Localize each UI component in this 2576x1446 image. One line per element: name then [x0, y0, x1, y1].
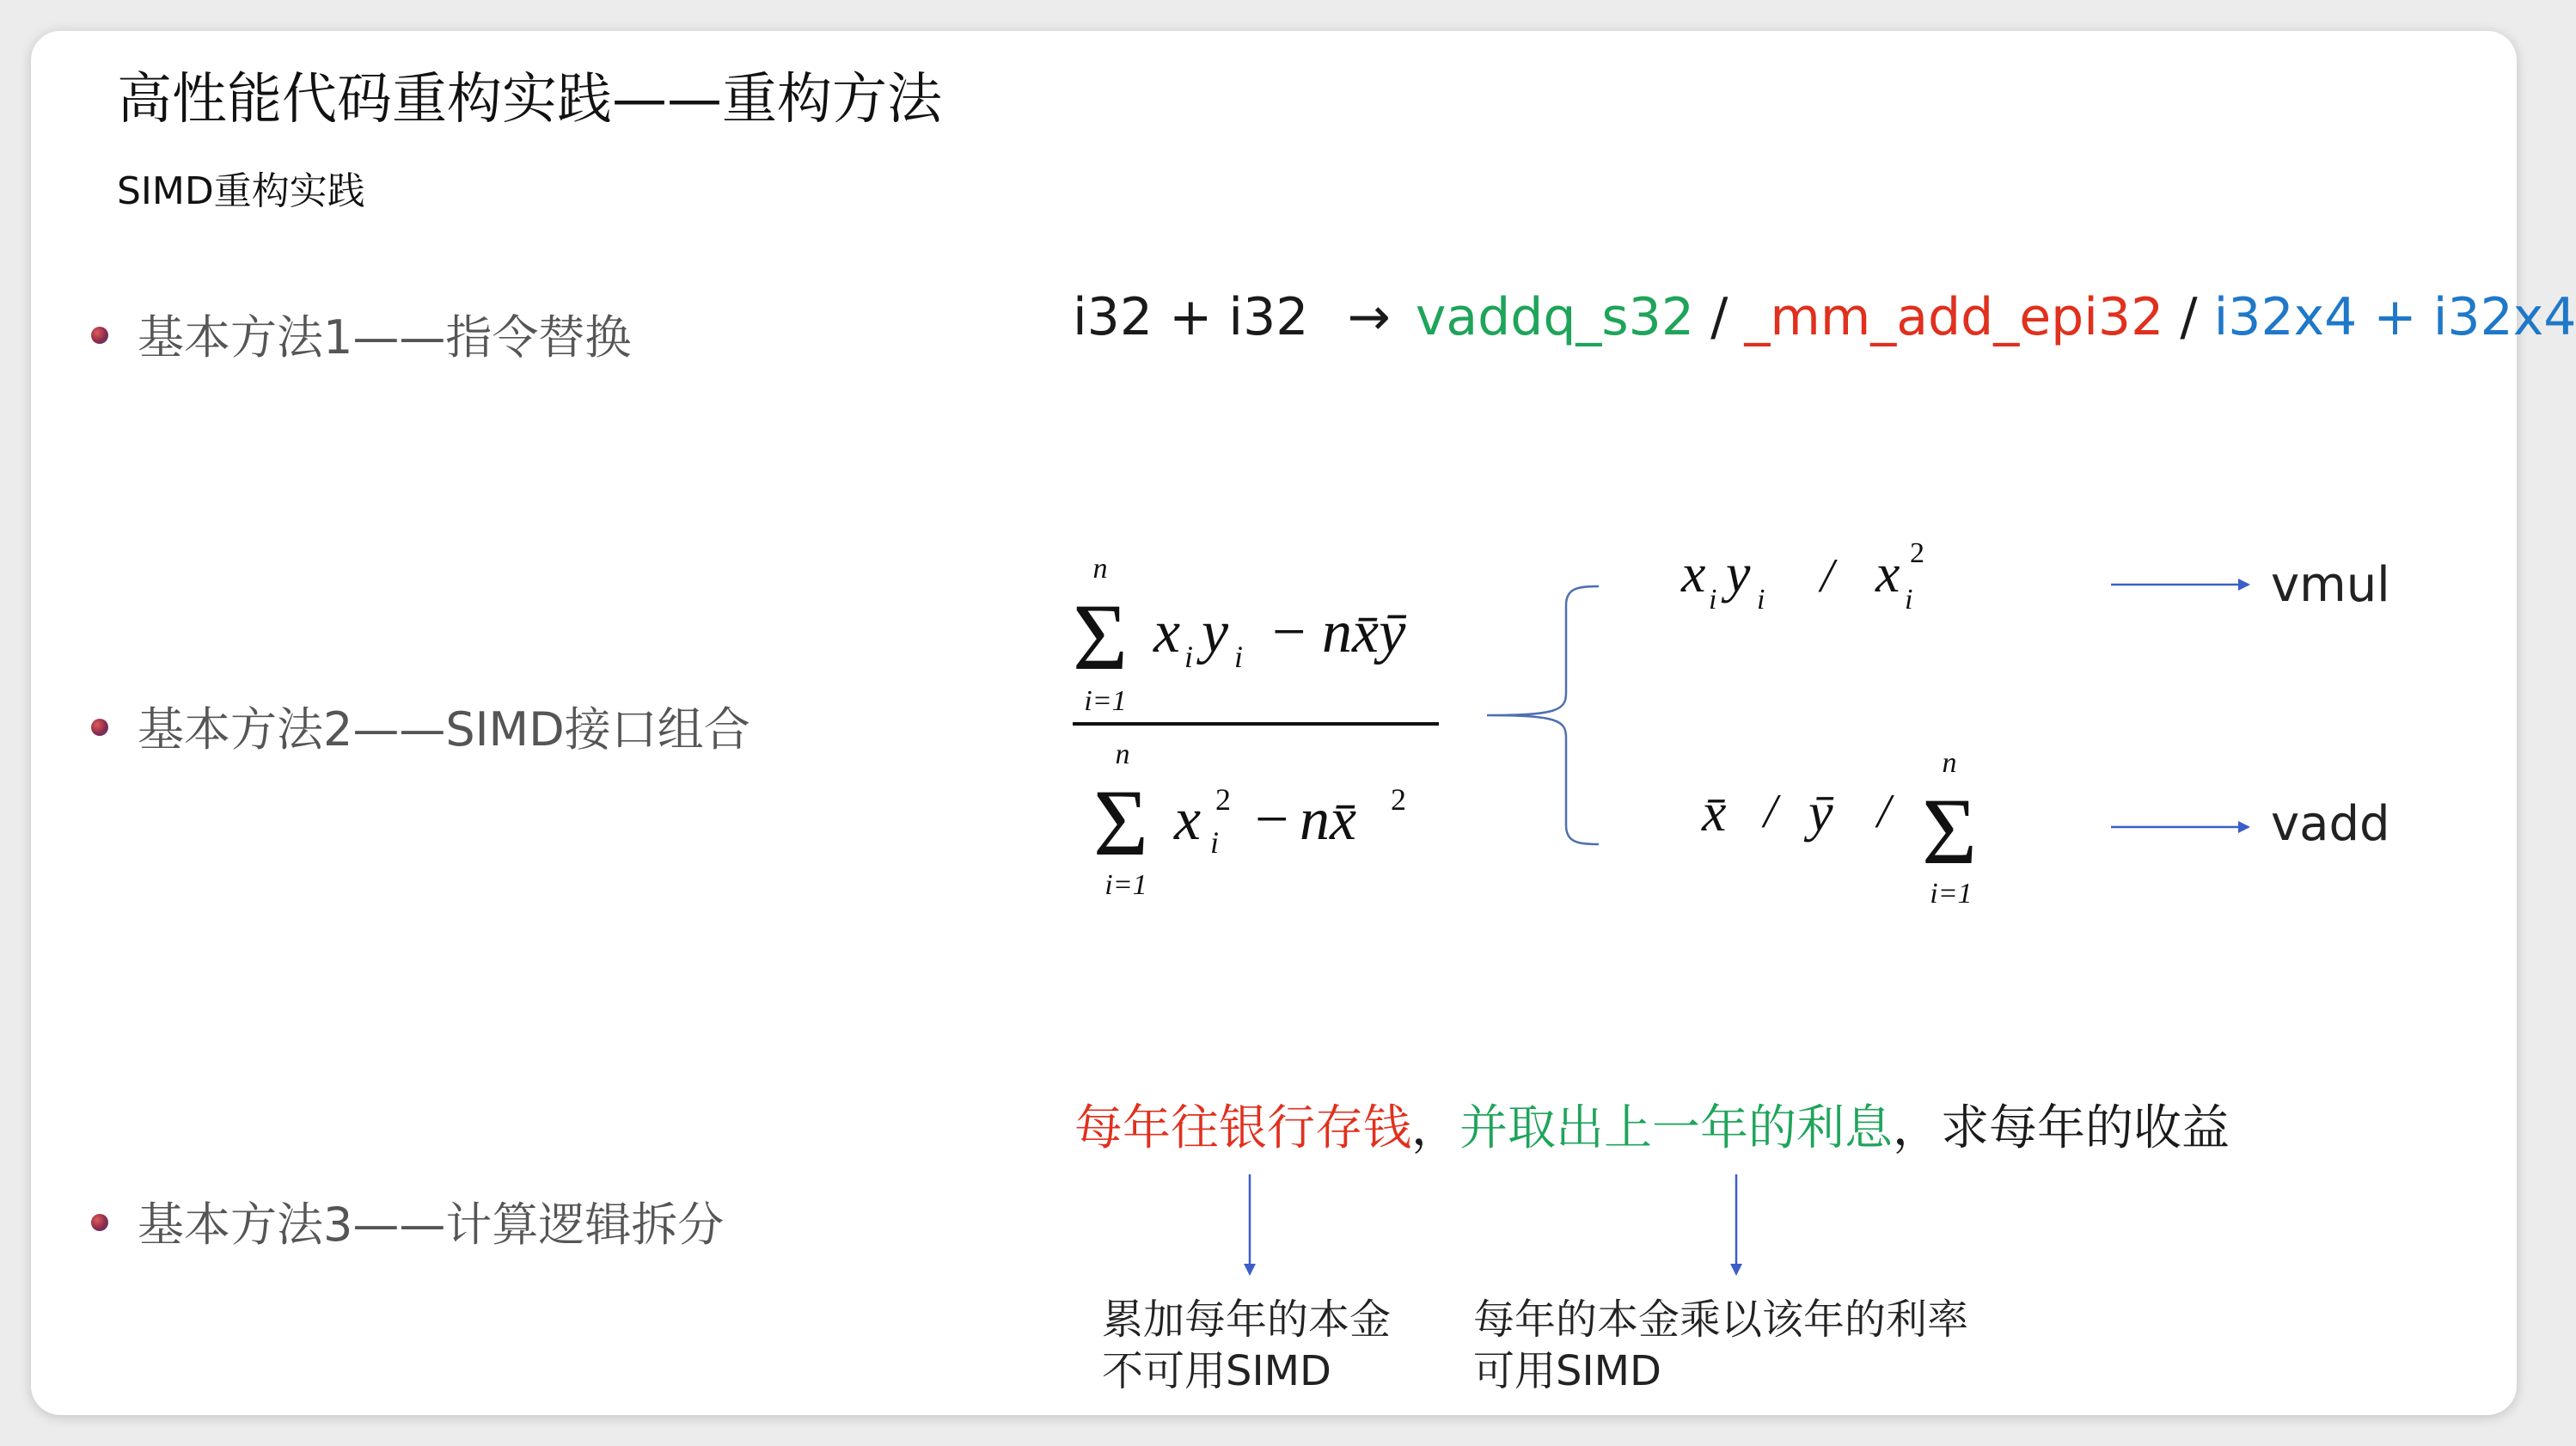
slide: [31, 31, 2576, 1415]
sum-upper-limit: n: [1115, 738, 1130, 770]
sentence-part-goal: 求每年的收益: [1941, 1100, 2230, 1156]
comma: ，: [1893, 1100, 1941, 1156]
minus-sign: −: [1255, 787, 1289, 853]
n-xbar-ybar: nx̄ȳ: [1322, 599, 1406, 665]
note-accumulate-simd: 不可用SIMD: [1102, 1347, 1332, 1395]
curly-bracket: [1487, 586, 1599, 844]
term-x-sub: i: [1184, 640, 1194, 674]
add-terms: [1701, 747, 1977, 910]
bullet-label: 基本方法2——SIMD接口组合: [138, 702, 750, 757]
denominator: [1093, 738, 1406, 901]
sup-two: 2: [1215, 782, 1231, 817]
note-interest: 每年的本金乘以该年的利率: [1473, 1296, 1969, 1344]
term-y: y: [1726, 542, 1751, 604]
slash: /: [1764, 785, 1778, 838]
term-x: x: [1681, 542, 1706, 604]
wasm-simd-op: i32x4 + i32x4: [2213, 287, 2576, 347]
sup-two: 2: [1910, 537, 1924, 569]
vmul-label: vmul: [2271, 557, 2390, 613]
term-y-sub: i: [1234, 640, 1244, 674]
term-x-sub: i: [1210, 825, 1220, 860]
separator: /: [1694, 287, 1745, 347]
slash: /: [1877, 785, 1891, 838]
term-x-sub: i: [1905, 584, 1913, 616]
bullet-label: 基本方法1——指令替换: [138, 310, 632, 365]
sigma-icon: Σ: [1092, 770, 1149, 875]
note-interest-simd: 可用SIMD: [1473, 1347, 1662, 1395]
sum-upper-limit: n: [1942, 747, 1957, 779]
term-y-sub: i: [1757, 584, 1765, 616]
term-y: y: [1202, 599, 1229, 665]
sum-lower-limit: i=1: [1104, 869, 1147, 901]
comma: ，: [1411, 1100, 1459, 1156]
sentence-part-interest: 并取出上一年的利息: [1459, 1100, 1893, 1156]
separator: /: [2163, 287, 2214, 347]
neon-intrinsic: vaddq_s32: [1415, 287, 1695, 347]
note-accumulate: 累加每年的本金: [1102, 1296, 1392, 1344]
page-subtitle: SIMD重构实践: [117, 169, 365, 213]
term-x: x: [1875, 542, 1900, 604]
formula-diagram: [31, 31, 2517, 1415]
sigma-icon: Σ: [1072, 585, 1129, 689]
mul-terms: [1680, 537, 1924, 616]
numerator: [1073, 553, 1407, 717]
sse-intrinsic: _mm_add_epi32: [1744, 287, 2164, 347]
sentence-part-deposit: 每年往银行存钱: [1074, 1100, 1411, 1156]
term-x: x: [1153, 599, 1181, 665]
scalar-add: i32 + i32: [1073, 287, 1309, 347]
sup-two: 2: [1391, 782, 1406, 817]
x-bar: x̄: [1702, 781, 1727, 842]
page-title: 高性能代码重构实践——重构方法: [117, 68, 942, 132]
term-x-sub: i: [1709, 584, 1717, 616]
vadd-label: vadd: [2271, 796, 2390, 852]
n-xbar: nx̄: [1300, 787, 1357, 853]
term-x: x: [1174, 787, 1202, 853]
sigma-icon: Σ: [1921, 779, 1978, 884]
slash: /: [1820, 549, 1834, 603]
bullet-label: 基本方法3——计算逻辑拆分: [138, 1198, 725, 1252]
sum-lower-limit: i=1: [1930, 878, 1973, 910]
y-bar: ȳ: [1808, 781, 1833, 842]
problem-sentence: [1074, 1090, 2230, 1159]
sum-lower-limit: i=1: [1084, 685, 1127, 717]
minus-sign: −: [1272, 599, 1306, 665]
sum-upper-limit: n: [1092, 553, 1108, 585]
right-arrow-icon: →: [1347, 287, 1391, 347]
